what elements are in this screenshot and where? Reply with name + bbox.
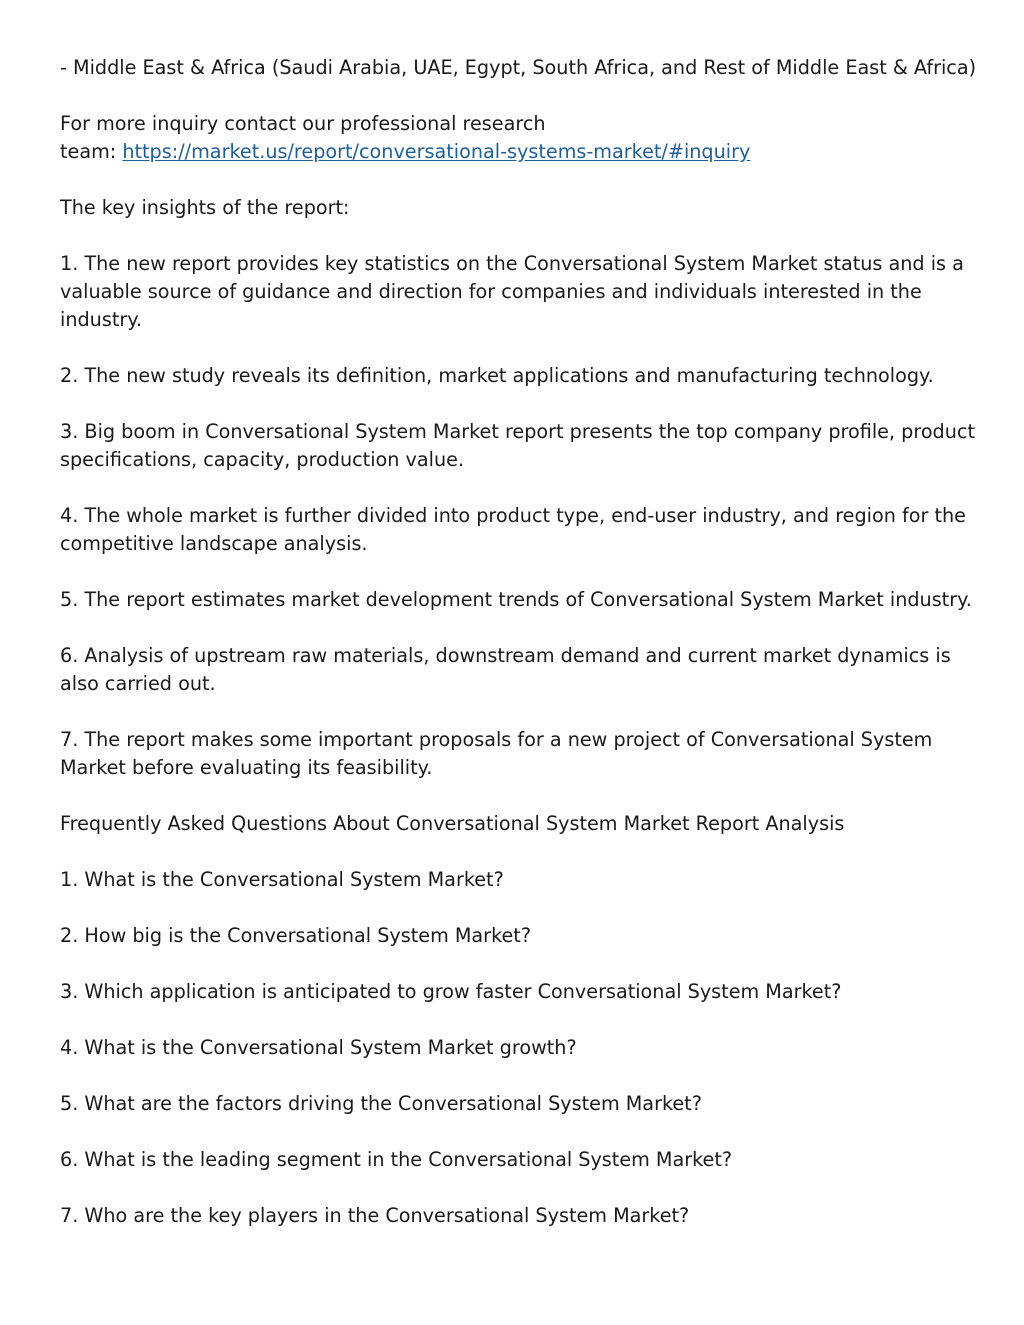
insight-item: 3. Big boom in Conversational System Market report presents the top company profile, product specifications, capacity, production value.	[60, 420, 975, 471]
regions-line: - Middle East & Africa (Saudi Arabia, UAE, Egypt, South Africa, and Rest of Middle East & Africa)	[60, 56, 977, 79]
insight-item: 4. The whole market is further divided into product type, end-user industry, and region for the competitive landscape analysis.	[60, 504, 966, 555]
faq-item: 5. What are the factors driving the Conversational System Market?	[60, 1092, 702, 1115]
faq-item: 3. Which application is anticipated to grow faster Conversational System Market?	[60, 980, 842, 1003]
faq-heading: Frequently Asked Questions About Conversational System Market Report Analysis	[60, 812, 845, 835]
faq-item: 6. What is the leading segment in the Conversational System Market?	[60, 1148, 733, 1171]
inquiry-link[interactable]: https://market.us/report/conversational-systems-market/#inquiry	[122, 140, 751, 163]
insight-item: 6. Analysis of upstream raw materials, downstream demand and current market dynamics is also carried out.	[60, 644, 951, 695]
inquiry-text: For more inquiry contact our professional research	[60, 112, 546, 135]
faq-item: 2. How big is the Conversational System Market?	[60, 924, 532, 947]
faq-item: 4. What is the Conversational System Market growth?	[60, 1036, 577, 1059]
insight-item: 7. The report makes some important proposals for a new project of Conversational System Market before evaluating its feasibility.	[60, 728, 933, 779]
faq-item: 1. What is the Conversational System Market?	[60, 868, 504, 891]
insight-item: 1. The new report provides key statistics on the Conversational System Market status and is a valuable source of guidance and direction for companies and individuals interested in the industry.	[60, 252, 964, 331]
faq-item: 7. Who are the key players in the Conversational System Market?	[60, 1204, 690, 1227]
insights-heading: The key insights of the report:	[60, 196, 350, 219]
inquiry-prefix: team:	[60, 140, 123, 163]
insight-item: 2. The new study reveals its definition, market applications and manufacturing technology.	[60, 364, 934, 387]
insight-item: 5. The report estimates market development trends of Conversational System Market industry.	[60, 588, 972, 611]
document-page	[60, 54, 980, 1258]
inquiry-paragraph	[60, 110, 980, 166]
